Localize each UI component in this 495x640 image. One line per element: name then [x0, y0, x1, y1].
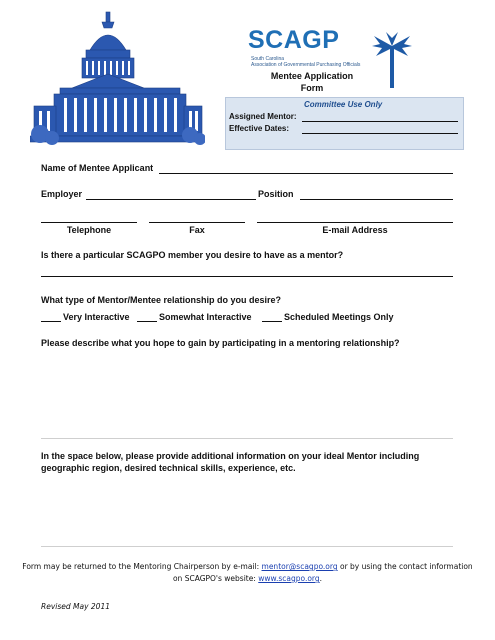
- effective-dates-label: Effective Dates:: [229, 124, 290, 133]
- position-label: Position: [258, 189, 294, 199]
- scagpo-logo-text: SCAGP: [248, 26, 340, 54]
- footer-text-line2: on SCAGPO's website:: [172, 574, 259, 583]
- form-title-line1: Mentee Application: [270, 71, 354, 81]
- footer-return-instructions: [20, 561, 475, 585]
- employer-label: Employer: [41, 189, 83, 199]
- effective-dates-field[interactable]: [302, 133, 458, 134]
- palmetto-tree-icon: [372, 30, 412, 88]
- footer-text-part1: Form may be returned to the Mentoring Chairperson by e-mail:: [22, 562, 262, 571]
- email-field[interactable]: [257, 222, 453, 223]
- capitol-building-illustration: [30, 10, 205, 152]
- very-interactive-blank[interactable]: [41, 321, 61, 322]
- gain-answer-area-bottom-rule: [41, 438, 453, 439]
- scheduled-meetings-option: Scheduled Meetings Only: [284, 312, 394, 322]
- assigned-mentor-field[interactable]: [302, 121, 458, 122]
- somewhat-interactive-blank[interactable]: [137, 321, 157, 322]
- mentor-member-question: Is there a particular SCAGPO member you desire to have as a mentor?: [41, 250, 344, 260]
- position-field[interactable]: [300, 199, 453, 200]
- telephone-label: Telephone: [66, 225, 112, 235]
- form-title-line2: Form: [300, 83, 324, 93]
- logo-subtitle-line2: Association of Governmental Purchasing Officials: [251, 62, 361, 68]
- committee-heading: Committee Use Only: [304, 100, 383, 109]
- logo-subtitle-line1: South Carolina: [251, 56, 285, 62]
- telephone-field[interactable]: [41, 222, 137, 223]
- gain-question: Please describe what you hope to gain by participating in a mentoring relationship?: [41, 338, 400, 348]
- assigned-mentor-label: Assigned Mentor:: [229, 112, 297, 121]
- additional-info-bottom-rule: [41, 546, 453, 547]
- fax-field[interactable]: [149, 222, 245, 223]
- fax-label: Fax: [189, 225, 205, 235]
- mentee-name-label: Name of Mentee Applicant: [41, 163, 154, 173]
- relationship-question: What type of Mentor/Mentee relationship do you desire?: [41, 295, 282, 305]
- website-link[interactable]: www.scagpo.org: [258, 574, 320, 583]
- employer-field[interactable]: [86, 199, 256, 200]
- email-label: E-mail Address: [322, 225, 388, 235]
- additional-info-question-line2: geographic region, desired technical skills, experience, etc.: [41, 463, 296, 473]
- logo-subtitle: [251, 56, 360, 68]
- mentee-name-field[interactable]: [159, 173, 453, 174]
- mentor-email-link[interactable]: mentor@scagpo.org: [261, 562, 338, 571]
- additional-info-question-line1: In the space below, please provide additional information on your ideal Mentor including: [41, 451, 420, 461]
- footer-text-end: .: [319, 574, 323, 583]
- somewhat-interactive-option: Somewhat Interactive: [159, 312, 252, 322]
- revision-date: Revised May 2011: [41, 602, 110, 611]
- scheduled-meetings-blank[interactable]: [262, 321, 282, 322]
- footer-text-part2: or by using the contact information: [337, 562, 473, 571]
- mentor-member-field[interactable]: [41, 276, 453, 277]
- very-interactive-option: Very Interactive: [63, 312, 130, 322]
